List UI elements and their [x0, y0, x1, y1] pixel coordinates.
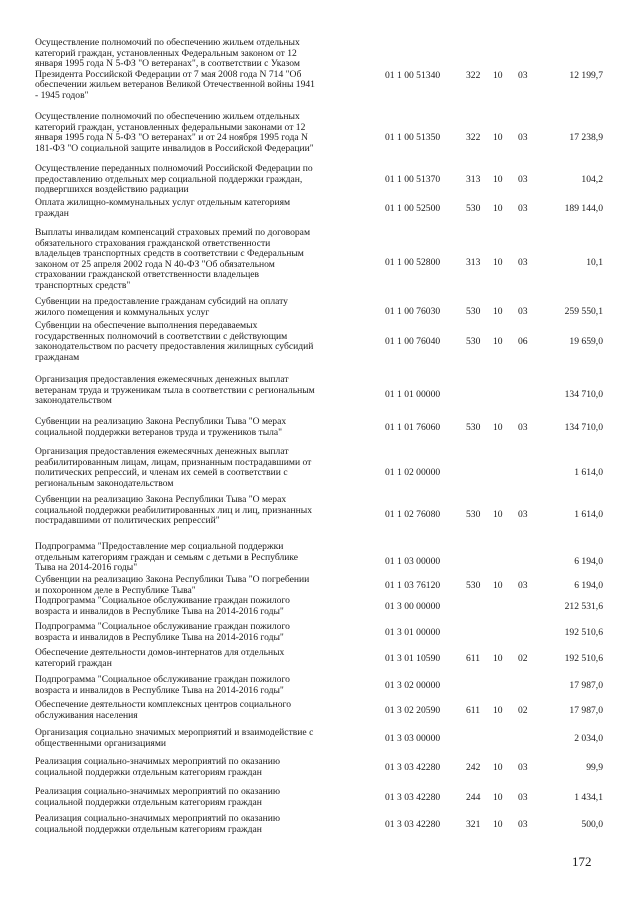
row-code: 01 3 02 20590: [385, 705, 441, 716]
row-expense-type: 530: [466, 580, 481, 591]
row-code: 01 1 00 76040: [385, 336, 441, 347]
row-amount: 134 710,0: [564, 389, 603, 400]
row-description: Подпрограмма "Социальное обслуживание граждан пожилого возраста и инвалидов в Республике Тыва на 2014-2016 годы": [35, 595, 290, 617]
row-amount: 2 034,0: [574, 733, 603, 744]
row-code: 01 1 03 76120: [385, 580, 441, 591]
row-section: 10: [493, 336, 503, 347]
row-expense-type: 322: [466, 132, 481, 143]
row-description: Реализация социально-значимых мероприятий по оказанию социальной поддержки отдельным категориям граждан: [35, 786, 281, 808]
row-subsection: 03: [518, 422, 528, 433]
row-code: 01 1 01 00000: [385, 389, 441, 400]
row-subsection: 03: [518, 203, 528, 214]
row-description: Субвенции на реализацию Закона Республики Тыва "О погребении и похоронном деле в Республике Тыва": [35, 574, 310, 596]
row-code: 01 3 01 00000: [385, 627, 441, 638]
row-amount: 1 614,0: [574, 467, 603, 478]
row-description: Реализация социально-значимых мероприятий по оказанию социальной поддержки отдельным категориям граждан: [35, 756, 281, 778]
row-amount: 259 550,1: [564, 306, 603, 317]
row-subsection: 06: [518, 336, 528, 347]
row-section: 10: [493, 257, 503, 268]
row-expense-type: 321: [466, 819, 481, 830]
row-description: Субвенции на реализацию Закона Республики Тыва "О мерах социальной поддержки реабилитированных лиц и лиц, признанных пострадавшими от политических репрессий": [35, 494, 313, 527]
row-amount: 10,1: [586, 257, 603, 268]
row-description: Организация предоставления ежемесячных денежных выплат реабилитированным лицам, лицам, признанным пострадавшими от политических репрессий, и членам их семей в соответствии с региональным законодательством: [35, 446, 312, 489]
row-section: 10: [493, 174, 503, 185]
row-amount: 6 194,0: [574, 580, 603, 591]
row-subsection: 03: [518, 257, 528, 268]
row-description: Субвенции на реализацию Закона Республики Тыва "О мерах социальной поддержки ветеранов труда и тружеников тыла": [35, 416, 287, 438]
row-amount: 212 531,6: [564, 601, 603, 612]
row-subsection: 03: [518, 819, 528, 830]
row-subsection: 03: [518, 509, 528, 520]
row-amount: 1 614,0: [574, 509, 603, 520]
row-code: 01 1 00 76030: [385, 306, 441, 317]
row-section: 10: [493, 705, 503, 716]
row-subsection: 03: [518, 580, 528, 591]
row-description: Организация предоставления ежемесячных денежных выплат ветеранам труда и труженикам тыла в соответствии с региональным законодательством: [35, 374, 315, 407]
row-amount: 104,2: [581, 174, 603, 185]
row-expense-type: 313: [466, 174, 481, 185]
row-description: Подпрограмма "Социальное обслуживание граждан пожилого возраста и инвалидов в Республике Тыва на 2014-2016 годы": [35, 674, 290, 696]
row-description: Обеспечение деятельности комплексных центров социального обслуживания населения: [35, 699, 292, 721]
row-section: 10: [493, 819, 503, 830]
row-amount: 192 510,6: [564, 653, 603, 664]
row-amount: 1 434,1: [574, 792, 603, 803]
row-amount: 12 199,7: [569, 70, 603, 81]
row-expense-type: 530: [466, 336, 481, 347]
row-description: Подпрограмма "Предоставление мер социальной поддержки отдельным категориям граждан и семьям с детьми в Республике Тыва на 2014-2016 годы": [35, 541, 299, 574]
row-expense-type: 530: [466, 422, 481, 433]
row-expense-type: 530: [466, 509, 481, 520]
row-description: Субвенции на предоставление гражданам субсидий на оплату жилого помещения и коммунальных услуг: [35, 296, 288, 318]
row-description: Реализация социально-значимых мероприятий по оказанию социальной поддержки отдельным категориям граждан: [35, 813, 281, 835]
row-code: 01 3 03 42280: [385, 819, 441, 830]
row-amount: 17 987,0: [569, 680, 603, 691]
row-section: 10: [493, 509, 503, 520]
row-expense-type: 244: [466, 792, 481, 803]
row-subsection: 03: [518, 132, 528, 143]
row-code: 01 3 00 00000: [385, 601, 441, 612]
row-code: 01 1 00 51370: [385, 174, 441, 185]
row-subsection: 03: [518, 306, 528, 317]
row-subsection: 03: [518, 792, 528, 803]
row-description: Осуществление полномочий по обеспечению жильем отдельных категорий граждан, установленных Федеральным законом от 12 января 1995 года N 5-ФЗ "О ветеранах", в соответствии с Указом Президента Российской Федерации от 7 мая 2008 года N 714 "Об обеспечении жильем ветеранов Великой Отечественной войны 1941 - 1945 годов": [35, 37, 315, 101]
row-amount: 500,0: [581, 819, 603, 830]
row-section: 10: [493, 422, 503, 433]
row-description: Осуществление полномочий по обеспечению жильем отдельных категорий граждан, установленных федеральными законами от 12 января 1995 года N 5-ФЗ "О ветеранах" и от 24 ноября 1995 года N 181-ФЗ "О социальной защите инвалидов в Российской Федерации": [35, 111, 314, 154]
row-amount: 6 194,0: [574, 556, 603, 567]
row-amount: 189 144,0: [564, 203, 603, 214]
page-number: 172: [572, 854, 592, 869]
row-code: 01 1 03 00000: [385, 556, 441, 567]
row-amount: 99,9: [586, 762, 603, 773]
row-subsection: 02: [518, 653, 528, 664]
row-expense-type: 322: [466, 70, 481, 81]
row-code: 01 3 02 00000: [385, 680, 441, 691]
row-subsection: 02: [518, 705, 528, 716]
row-description: Организация социально значимых мероприятий и взаимодействие с общественными организациями: [35, 727, 314, 749]
row-expense-type: 611: [466, 653, 481, 664]
row-amount: 17 987,0: [569, 705, 603, 716]
row-code: 01 1 02 00000: [385, 467, 441, 478]
row-expense-type: 313: [466, 257, 481, 268]
row-section: 10: [493, 306, 503, 317]
row-code: 01 1 01 76060: [385, 422, 441, 433]
row-code: 01 3 03 42280: [385, 792, 441, 803]
row-code: 01 1 00 52800: [385, 257, 441, 268]
row-expense-type: 242: [466, 762, 481, 773]
row-section: 10: [493, 203, 503, 214]
row-section: 10: [493, 792, 503, 803]
row-expense-type: 530: [466, 306, 481, 317]
row-code: 01 1 00 51340: [385, 70, 441, 81]
row-code: 01 3 01 10590: [385, 653, 441, 664]
row-section: 10: [493, 70, 503, 81]
row-description: Осуществление переданных полномочий Российской Федерации по предоставлению отдельных мер социальной поддержки граждан, подвергшихся воздействию радиации: [35, 163, 313, 196]
row-code: 01 3 03 42280: [385, 762, 441, 773]
row-amount: 192 510,6: [564, 627, 603, 638]
row-subsection: 03: [518, 70, 528, 81]
row-description: Выплаты инвалидам компенсаций страховых премий по договорам обязательного страхования гражданской ответственности владельцев транспортных средств в соответствии с Федеральным законом от 25 апреля 2002 года N 40-ФЗ "Об обязательном страховании гражданской ответственности владельцев транспортных средств": [35, 227, 311, 291]
row-amount: 134 710,0: [564, 422, 603, 433]
row-section: 10: [493, 580, 503, 591]
row-expense-type: 611: [466, 705, 481, 716]
row-amount: 17 238,9: [569, 132, 603, 143]
row-section: 10: [493, 653, 503, 664]
row-code: 01 1 00 52500: [385, 203, 441, 214]
row-description: Субвенции на обеспечение выполнения передаваемых государственных полномочий в соответствии с действующим законодательством по расчету предоставления жилищных субсидий гражданам: [35, 320, 314, 363]
row-description: Обеспечение деятельности домов-интернатов для отдельных категорий граждан: [35, 647, 285, 669]
row-description: Подпрограмма "Социальное обслуживание граждан пожилого возраста и инвалидов в Республике Тыва на 2014-2016 годы": [35, 621, 290, 643]
row-subsection: 03: [518, 174, 528, 185]
row-subsection: 03: [518, 762, 528, 773]
row-section: 10: [493, 132, 503, 143]
row-code: 01 3 03 00000: [385, 733, 441, 744]
row-code: 01 1 02 76080: [385, 509, 441, 520]
row-code: 01 1 00 51350: [385, 132, 441, 143]
row-expense-type: 530: [466, 203, 481, 214]
row-amount: 19 659,0: [569, 336, 603, 347]
row-description: Оплата жилищно-коммунальных услуг отдельным категориям граждан: [35, 197, 291, 219]
row-section: 10: [493, 762, 503, 773]
